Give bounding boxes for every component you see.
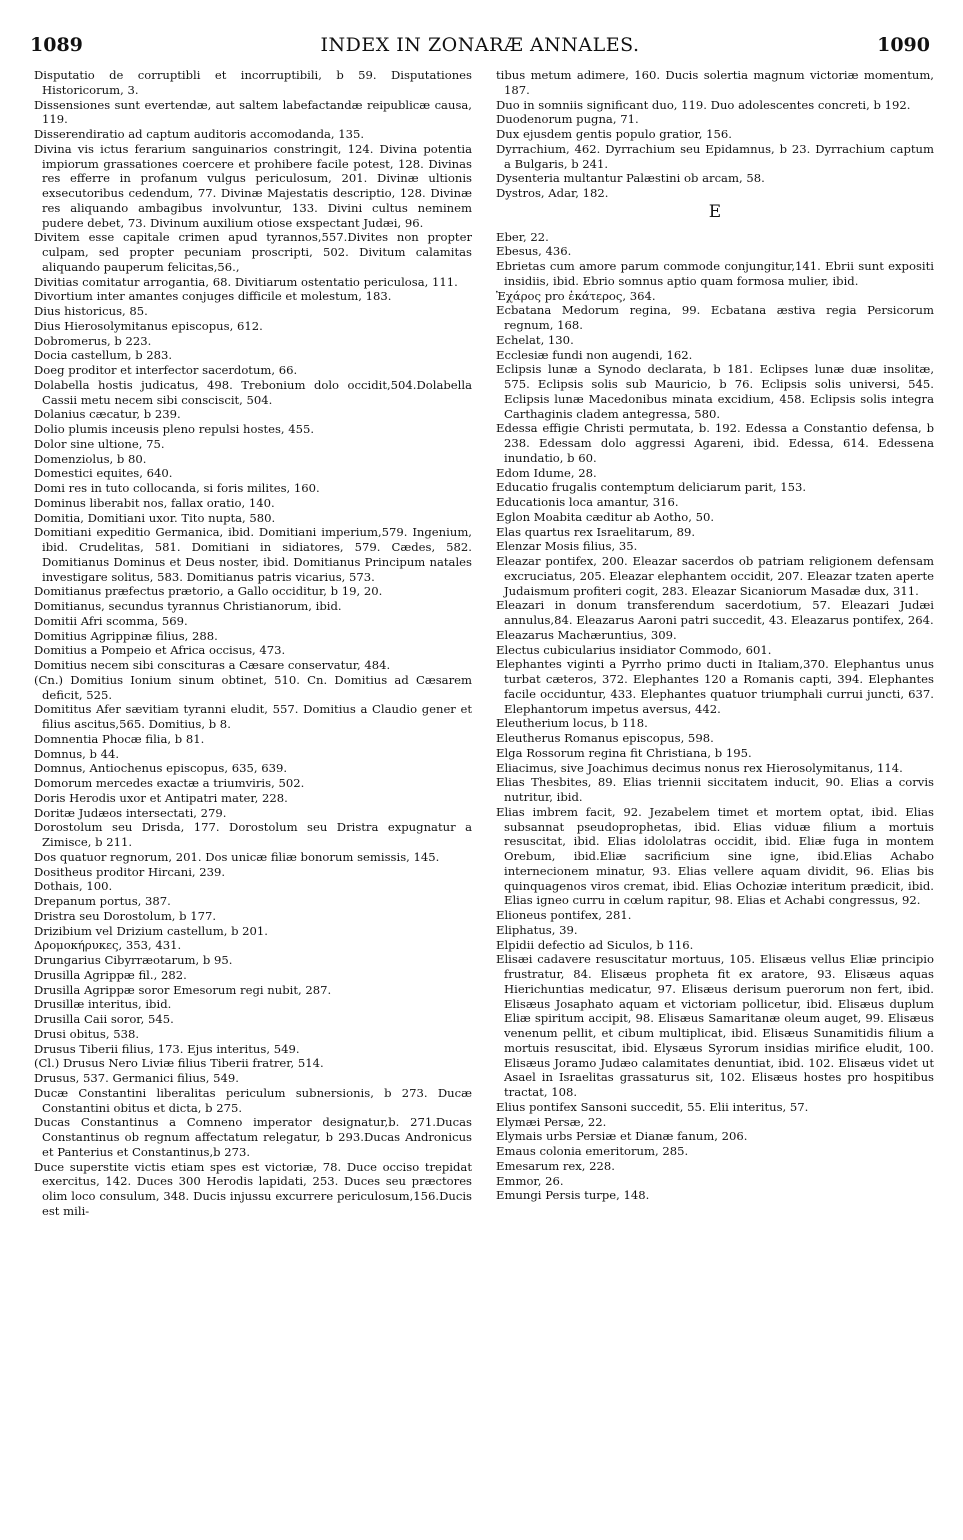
index-entry: Eleutherium locus, b 118. — [496, 716, 648, 731]
index-entry: Doritæ Judæos intersectati, 279. — [34, 805, 227, 820]
index-entry: Elephantes viginti a Pyrrho primo ducti in Italiam,370. Elephantus unus turbat cæteros, 372. Elephantes 120 a Romanis capti, 394. Elephantes facile occiduntur, 433. Elephantes quatuor triumphali currui juncti, 637. Elephantorum impetus aversus, 442. — [496, 657, 934, 716]
right-page-number: 1090 — [877, 34, 930, 56]
section-letter-e: E — [708, 201, 722, 222]
index-entry: Eclipsis lunæ a Synodo declarata, b 181. Eclipses lunæ duæ insolitæ, 575. Eclipsis solis sub Mauricio, b 76. Eclipsis solis universi, 545. Eclipsis lunæ Macedonibus minata excidium, 458. Eclipsis solis integra Carthaginis cladem antegressa, 580. — [496, 362, 934, 421]
index-entry: tibus metum adimere, 160. Ducis solertia magnum victoriæ momentum, 187. — [496, 68, 934, 97]
index-entry: Drusi obitus, 538. — [34, 1026, 140, 1041]
index-entry: Dothais, 100. — [34, 879, 113, 894]
index-entry: Drusilla Agrippæ fil., 282. — [34, 967, 187, 982]
index-entry: Ebesus, 436. — [496, 244, 572, 259]
index-entry: Dominus liberabit nos, fallax oratio, 140. — [34, 495, 275, 510]
index-entry: Ecbatana Medorum regina, 99. Ecbatana æstiva regia Persicorum regnum, 168. — [496, 303, 934, 332]
index-entry: Dolio plumis inceusis pleno repulsi hostes, 455. — [34, 422, 315, 436]
right-column-d-entries — [496, 68, 934, 201]
index-entry: Drepanum portus, 387. — [34, 894, 171, 908]
index-entry: Edessa effigie Christi permutata, b. 192. Edessa a Constantio defensa, b 238. Edessam dolo aggressi Agareni, ibid. Edessa, 614. Edessena inundatio, b 60. — [496, 421, 934, 465]
index-entry: Elius pontifex Sansoni succedit, 55. Elii interitus, 57. — [496, 1099, 809, 1114]
index-entry: Drusilla Caii soror, 545. — [34, 1012, 174, 1026]
index-entry: Elias Thesbites, 89. Elias triennii siccitatem inducit, 90. Elias a corvis nutritur, ibid. — [496, 775, 934, 804]
index-entry: Ducæ Constantini liberalitas periculum subnersionis, b 273. Ducæ Constantini obitus et dicta, b 275. — [34, 1085, 472, 1115]
index-entry: Disserendiratio ad captum auditoris accomodanda, 135. — [34, 127, 365, 141]
index-entry: Ecclesiæ fundi non augendi, 162. — [496, 347, 693, 362]
right-column — [496, 68, 934, 1530]
index-entry: Drusillæ interitus, ibid. — [34, 997, 172, 1012]
index-entry: Eleazar pontifex, 200. Eleazar sacerdos ob patriam religionem defensam excruciatus, 205. Eleazar elephantem occidit, 207. Eleazar tzaten aperte Judaismum profiteri cogit, 283. Eleazar Sicaniorum Masadæ dux, 311. — [496, 554, 934, 598]
right-column-e-entries — [496, 230, 934, 1204]
index-entry: Domenziolus, b 80. — [34, 451, 147, 466]
index-entry: Domitia, Domitiani uxor. Tito nupta, 580. — [34, 510, 276, 525]
index-entry: Domnus, b 44. — [34, 746, 120, 761]
page-title: INDEX IN ZONARÆ ANNALES. — [320, 34, 640, 56]
index-entry: Eber, 22. — [496, 229, 549, 244]
index-entry: Elisæi cadavere resuscitatur mortuus, 105. Elisæus vellus Eliæ principio frustratur, 84. Elisæus propheta fit ex aratore, 93. Elisæus aquas Hierichuntias medicatur, 97. Elisæus derisum puerorum non fert, ibid. Elisæus Josaphato aquam et victoriam pollicetur, ibid. Elisæus duplum Eliæ spiritum accipit, 98. Elisæus Samaritanæ oleum auget, 99. Elisæus venenum pellit, et cibum multiplicat, ibid. Elisæus Sunamitidis filium a mortuis resuscitat, ibid. Elysæus Syrorum insidias mirifice eludit, 100. Elisæus Joramo Judæo calamitates denuntiat, ibid. 102. Elisæus videt ut Asael in Israelitas grassaturus sit, 102. Elisæus hostes pro hospitibus tractat, 108. — [496, 952, 934, 1099]
index-entry: Drizibium vel Drizium castellum, b 201. — [34, 923, 268, 938]
index-entry: Dolabella hostis judicatus, 498. Trebonium dolo occidit,504.Dolabella Cassii metu necem sibi consciscit, 504. — [34, 377, 472, 407]
index-entry: Domitius a Pompeio et Africa occisus, 473. — [34, 643, 286, 658]
index-entry: Dositheus proditor Hircani, 239. — [34, 864, 226, 879]
index-entry: Eliacimus, sive Joachimus decimus nonus rex Hierosolymitanus, 114. — [496, 760, 903, 775]
index-entry: Divitias comitatur arrogantia, 68. Divitiarum ostentatio periculosa, 111. — [34, 274, 458, 289]
index-entry: Dystros, Adar, 182. — [496, 186, 609, 200]
index-entry: Dobromerus, b 223. — [34, 333, 152, 348]
index-entry: Docia castellum, b 283. — [34, 348, 173, 363]
index-entry: Ebrietas cum amore parum commode conjungitur,141. Ebrii sunt expositi insidiis, ibid. Ebrio somnus aptio quam formosa mulier, ibid. — [496, 259, 934, 288]
index-entry: Edom Idume, 28. — [496, 465, 597, 480]
index-entry: Domestici equites, 640. — [34, 466, 173, 481]
index-entry: Drusus Tiberii filius, 173. Ejus interitus, 549. — [34, 1041, 300, 1056]
index-entry: Elymais urbs Persiæ et Dianæ fanum, 206. — [496, 1129, 748, 1144]
index-entry: Elymæi Persæ, 22. — [496, 1114, 607, 1129]
index-entry: Domitii Afri scomma, 569. — [34, 613, 188, 628]
index-entry: Divortium inter amantes conjuges difficile et molestum, 183. — [34, 289, 392, 304]
index-entry: Elpidii defectio ad Siculos, b 116. — [496, 937, 694, 952]
index-entry: Electus cubicularius insidiator Commodo, 601. — [496, 642, 772, 657]
index-entry: Domititus Afer sævitiam tyranni eludit, 557. Domitius a Claudio gener et filius ascitus,565. Domitius, b 8. — [34, 702, 472, 731]
index-entry: Drusilla Agrippæ soror Emesorum regi nubit, 287. — [34, 982, 332, 997]
index-entry: Emmor, 26. — [496, 1173, 564, 1188]
index-entry: Δρομοκήρυκες, 353, 431. — [34, 938, 182, 953]
index-entry: Doris Herodis uxor et Antipatri mater, 228. — [34, 790, 288, 805]
index-entry: Domi res in tuto collocanda, si foris milites, 160. — [34, 481, 320, 495]
index-entry: Dius historicus, 85. — [34, 304, 148, 318]
index-entry: Eglon Moabita cæditur ab Aotho, 50. — [496, 509, 715, 524]
index-entry: Dristra seu Dorostolum, b 177. — [34, 908, 217, 923]
index-entry: (Cl.) Drusus Nero Liviæ filius Tiberii fratrer, 514. — [34, 1056, 324, 1071]
index-entry: Domitius Agrippinæ filius, 288. — [34, 628, 218, 643]
index-entry: Eleazari in donum transferendum sacerdotium, 57. Eleazari Judæi annulus,84. Eleazarus Aaroni patri succedit, 43. Eleazarus pontifex, 264. — [496, 598, 934, 627]
index-entry: Dolanius cæcatur, b 239. — [34, 407, 181, 422]
index-entry: Domitius necem sibi conscituras a Cæsare conservatur, 484. — [34, 658, 391, 672]
index-entry: Domitiani expeditio Germanica, ibid. Domitiani imperium,579. Ingenium, ibid. Crudelitas, 581. Domitiani in sidiatores, 579. Cædes, 582. Domitianus Dominus et Deus noster, ibid. Domitianus Principum natales investigare solitus, 583. Domitianus patris vicarius, 573. — [34, 525, 472, 584]
index-entry: Dissensiones sunt evertendæ, aut saltem labefactandæ reipublicæ causa, 119. — [34, 97, 472, 127]
index-entry: Dolor sine ultione, 75. — [34, 436, 165, 451]
index-entry: Domnentia Phocæ filia, b 81. — [34, 731, 205, 746]
index-entry: Doeg proditor et interfector sacerdotum, 66. — [34, 363, 298, 377]
index-entry: Elga Rossorum regina fit Christiana, b 195. — [496, 745, 752, 760]
index-entry: Duce superstite victis etiam spes est victoriæ, 78. Duce occiso trepidat exercitus, 142. Duces 300 Herodis lapidati, 253. Duces seu præctores olim loco consulum, 348. Ducis injussu excurrere periculosum,156.Ducis est mili- — [34, 1159, 472, 1218]
index-entry: Duo in somniis significant duo, 119. Duo adolescentes concreti, b 192. — [496, 97, 911, 112]
index-entry: Echelat, 130. — [496, 332, 574, 347]
index-entry: Eliphatus, 39. — [496, 922, 578, 937]
index-entry: Ἐχάρος pro ἑκάτερος, 364. — [496, 288, 656, 303]
index-entry: Divitem esse capitale crimen apud tyrannos,557.Divites non propter culpam, sed propter pecuniam proscripti, 502. Divitum calamitas aliquando pauperum felicitas,56., — [34, 230, 472, 274]
index-entry: Emaus colonia emeritorum, 285. — [496, 1144, 689, 1158]
index-entry: Eleazarus Machæruntius, 309. — [496, 627, 677, 642]
index-entry: Divina vis ictus ferarium sanguinarios constringit, 124. Divina potentia impiorum grassationes coercere et prohibere facile potest, 128. Divinas res efferre in profanum vulgus periculosum, 201. Divinæ ultionis exsecutoribus cedendum, 77. Divinæ Majestatis descriptio, 128. Divinæ res aliquando ambagibus involvuntur, 133. Divini cultus neminem pudere debet, 73. Divinum auxilium otiose exspectant Judæi, 96. — [34, 141, 472, 230]
index-entry: Ducas Constantinus a Comneno imperator designatur,b. 271.Ducas Constantinus ob regnum affectatum relegatur, b 293.Ducas Andronicus et Panterius et Constantinus,b 273. — [34, 1115, 472, 1159]
index-entry: Dux ejusdem gentis populo gratior, 156. — [496, 127, 732, 141]
index-entry: Educatio frugalis contemptum deliciarum parit, 153. — [496, 480, 807, 495]
index-entry: Domnus, Antiochenus episcopus, 635, 639. — [34, 761, 288, 776]
index-entry: Drungarius Cibyrræotarum, b 95. — [34, 953, 233, 967]
index-entry: Domitianus præfectus prætorio, a Gallo occiditur, b 19, 20. — [34, 584, 383, 599]
index-entry: Dos quatuor regnorum, 201. Dos unicæ filiæ bonorum semissis, 145. — [34, 849, 440, 864]
index-entry: Disputatio de corruptibli et incorruptibili, b 59. Disputationes Historicorum, 3. — [34, 68, 472, 97]
index-entry: Domitianus, secundus tyrannus Christianorum, ibid. — [34, 599, 342, 613]
index-entry: Dyrrachium, 462. Dyrrachium seu Epidamnus, b 23. Dyrrachium captum a Bulgaris, b 241. — [496, 141, 934, 171]
index-entry: Emesarum rex, 228. — [496, 1158, 615, 1173]
index-entry: Elenzar Mosis filius, 35. — [496, 539, 638, 554]
left-column — [34, 68, 472, 1530]
index-entry: Drusus, 537. Germanici filius, 549. — [34, 1071, 239, 1085]
left-page-number: 1089 — [30, 34, 83, 56]
index-entry: Educationis loca amantur, 316. — [496, 495, 679, 509]
index-entry: Elas quartus rex Israelitarum, 89. — [496, 524, 696, 539]
index-entry: Dius Hierosolymitanus episcopus, 612. — [34, 318, 263, 333]
index-entry: Eleutherus Romanus episcopus, 598. — [496, 731, 714, 745]
index-entry: Domorum mercedes exactæ a triumviris, 502. — [34, 776, 305, 790]
page-header — [30, 34, 930, 60]
index-entry: Elioneus pontifex, 281. — [496, 908, 632, 922]
index-entry: Dorostolum seu Drisda, 177. Dorostolum seu Dristra expugnatur a Zimisce, b 211. — [34, 820, 472, 849]
index-entry: Elias imbrem facit, 92. Jezabelem timet et mortem optat, ibid. Elias subsannat pseudoprophetas, ibid. Elias viduæ filium a mortuis resuscitat, ibid. Elias idololatras occidit, ibid. Eliæ fuga in montem Orebum, ibid.Eliæ sacrificium sine igne, ibid.Elias Achabo internecionem minatur, 93. Elias vellere aquam dividit, 96. Elias bis quinquagenos viros cremat, ibid. Elias Ochoziæ interitum prædicit, ibid. Elias igneo curru in cœlum rapitur, 98. Elias et Achabi congressus, 92. — [496, 804, 934, 908]
index-entry: (Cn.) Domitius Ionium sinum obtinet, 510. Cn. Domitius ad Cæsarem deficit, 525. — [34, 672, 472, 702]
index-entry: Dysenteria multantur Palæstini ob arcam, 58. — [496, 171, 765, 186]
index-entry: Emungi Persis turpe, 148. — [496, 1188, 650, 1203]
index-entry: Duodenorum pugna, 71. — [496, 112, 639, 127]
